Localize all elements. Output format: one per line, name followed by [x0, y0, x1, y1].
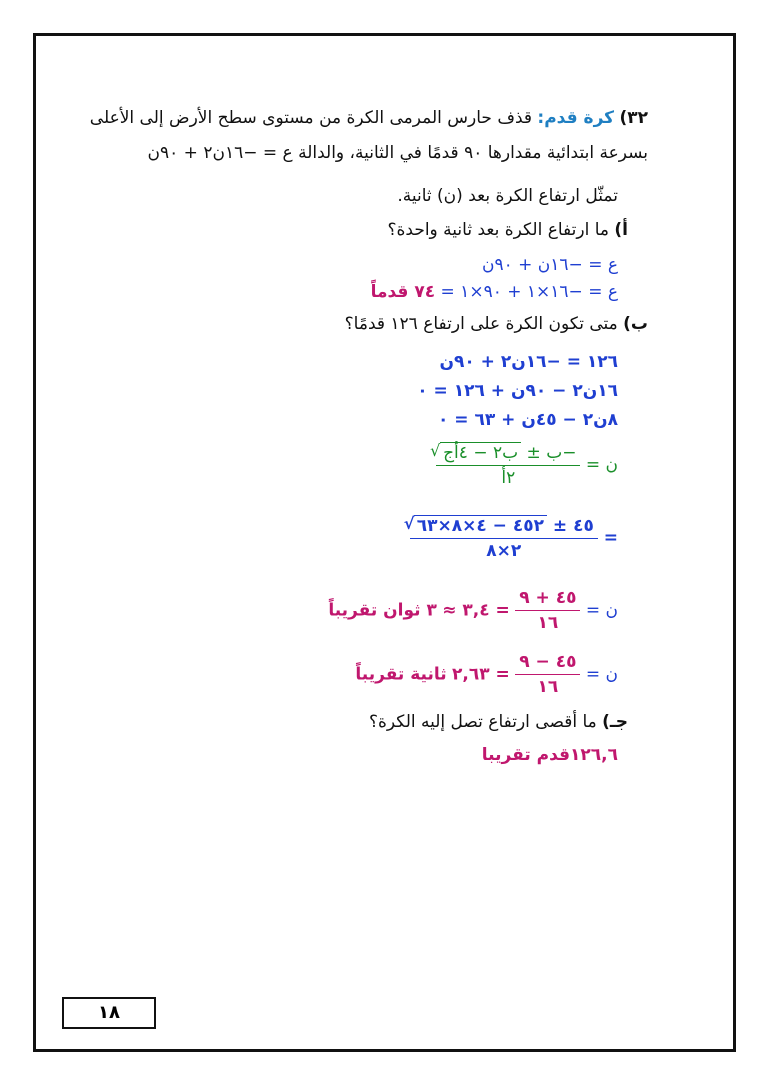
sub-lhs: =: [603, 528, 618, 548]
sol2-value: = ٢,٦٣: [452, 664, 510, 685]
part-b-question: [345, 314, 648, 334]
part-a-step-2-expr: ع = −١٦×١ + ٩٠×١ =: [440, 282, 618, 302]
sub-fraction: [410, 515, 598, 561]
sol1-denominator: ١٦: [537, 613, 559, 633]
part-a-answer: ٧٤ قدماً: [370, 282, 436, 302]
page-border: [33, 33, 736, 1052]
formula-fraction: [436, 442, 580, 488]
part-a-step-1: ع = −١٦ن + ٩٠ن: [481, 255, 618, 275]
problem-number: ٣٢): [619, 108, 648, 128]
sol2-lhs: ن =: [585, 664, 618, 685]
part-a-question: [387, 220, 628, 240]
part-b-step-2: ١٦ن٢ − ٩٠ن + ١٢٦ = ٠: [417, 381, 618, 401]
sub-num-pre: ٤٥ ±: [552, 516, 594, 536]
problem-text-1: قذف حارس المرمى الكرة من مستوى سطح الأرض إلى الأعلى: [89, 108, 533, 128]
solution-2: [355, 652, 618, 697]
sub-denominator: ٢×٨: [486, 541, 522, 561]
problem-line-3: تمثّل ارتفاع الكرة بعد (ن) ثانية.: [397, 186, 618, 206]
formula-denominator: ٢أ: [501, 468, 516, 488]
quadratic-formula: [436, 442, 618, 488]
part-b-step-3: ٨ن٢ − ٤٥ن + ٦٣ = ٠: [438, 410, 618, 430]
part-b-label: ب): [623, 314, 648, 334]
sol2-answer: ثانية تقريباً: [355, 664, 447, 685]
formula-numerator: [436, 442, 580, 466]
part-c-question: [369, 712, 628, 732]
substituted-formula: [410, 515, 618, 561]
sol1-value: = ٣,٤ ≈: [442, 600, 510, 621]
part-c-label: جـ): [602, 712, 628, 732]
problem-line-2: بسرعة ابتدائية مقدارها ٩٠ قدمًا في الثانية، والدالة ع = −١٦ن٢ + ٩٠ن: [147, 143, 648, 163]
sol2-fraction: [515, 652, 580, 697]
sub-root: ٤٥٢ − ٤×٨×٦٣ √: [414, 515, 547, 536]
formula-lhs: ن =: [585, 455, 618, 475]
part-c-text: ما أقصى ارتفاع تصل إليه الكرة؟: [369, 712, 597, 732]
part-b-step-1: ١٢٦ = −١٦ن٢ + ٩٠ن: [439, 352, 618, 372]
problem-line-1: [90, 108, 648, 128]
part-a-text: ما ارتفاع الكرة بعد ثانية واحدة؟: [387, 220, 609, 240]
sol1-lhs: ن =: [585, 600, 618, 621]
part-a-step-2: [371, 282, 618, 302]
part-a-label: أ): [614, 220, 628, 240]
formula-num-pre: −ب ±: [526, 443, 577, 463]
page-number: ١٨: [62, 997, 156, 1029]
sol1-fraction: [515, 588, 580, 633]
sol1-answer: ٣ ثوان تقريباً: [328, 600, 437, 621]
part-b-text: متى تكون الكرة على ارتفاع ١٢٦ قدمًا؟: [344, 314, 618, 334]
sub-numerator: [410, 515, 598, 539]
formula-root: ب٢ − ٤أج √: [440, 442, 521, 463]
sol2-numerator: ٤٥ − ٩: [515, 652, 580, 675]
sol1-numerator: ٤٥ + ٩: [515, 588, 580, 611]
problem-title: كرة قدم:: [537, 108, 615, 128]
sol2-denominator: ١٦: [537, 677, 559, 697]
solution-1: [328, 588, 618, 633]
part-c-answer: ١٢٦,٦قدم تقريبا: [481, 745, 618, 765]
